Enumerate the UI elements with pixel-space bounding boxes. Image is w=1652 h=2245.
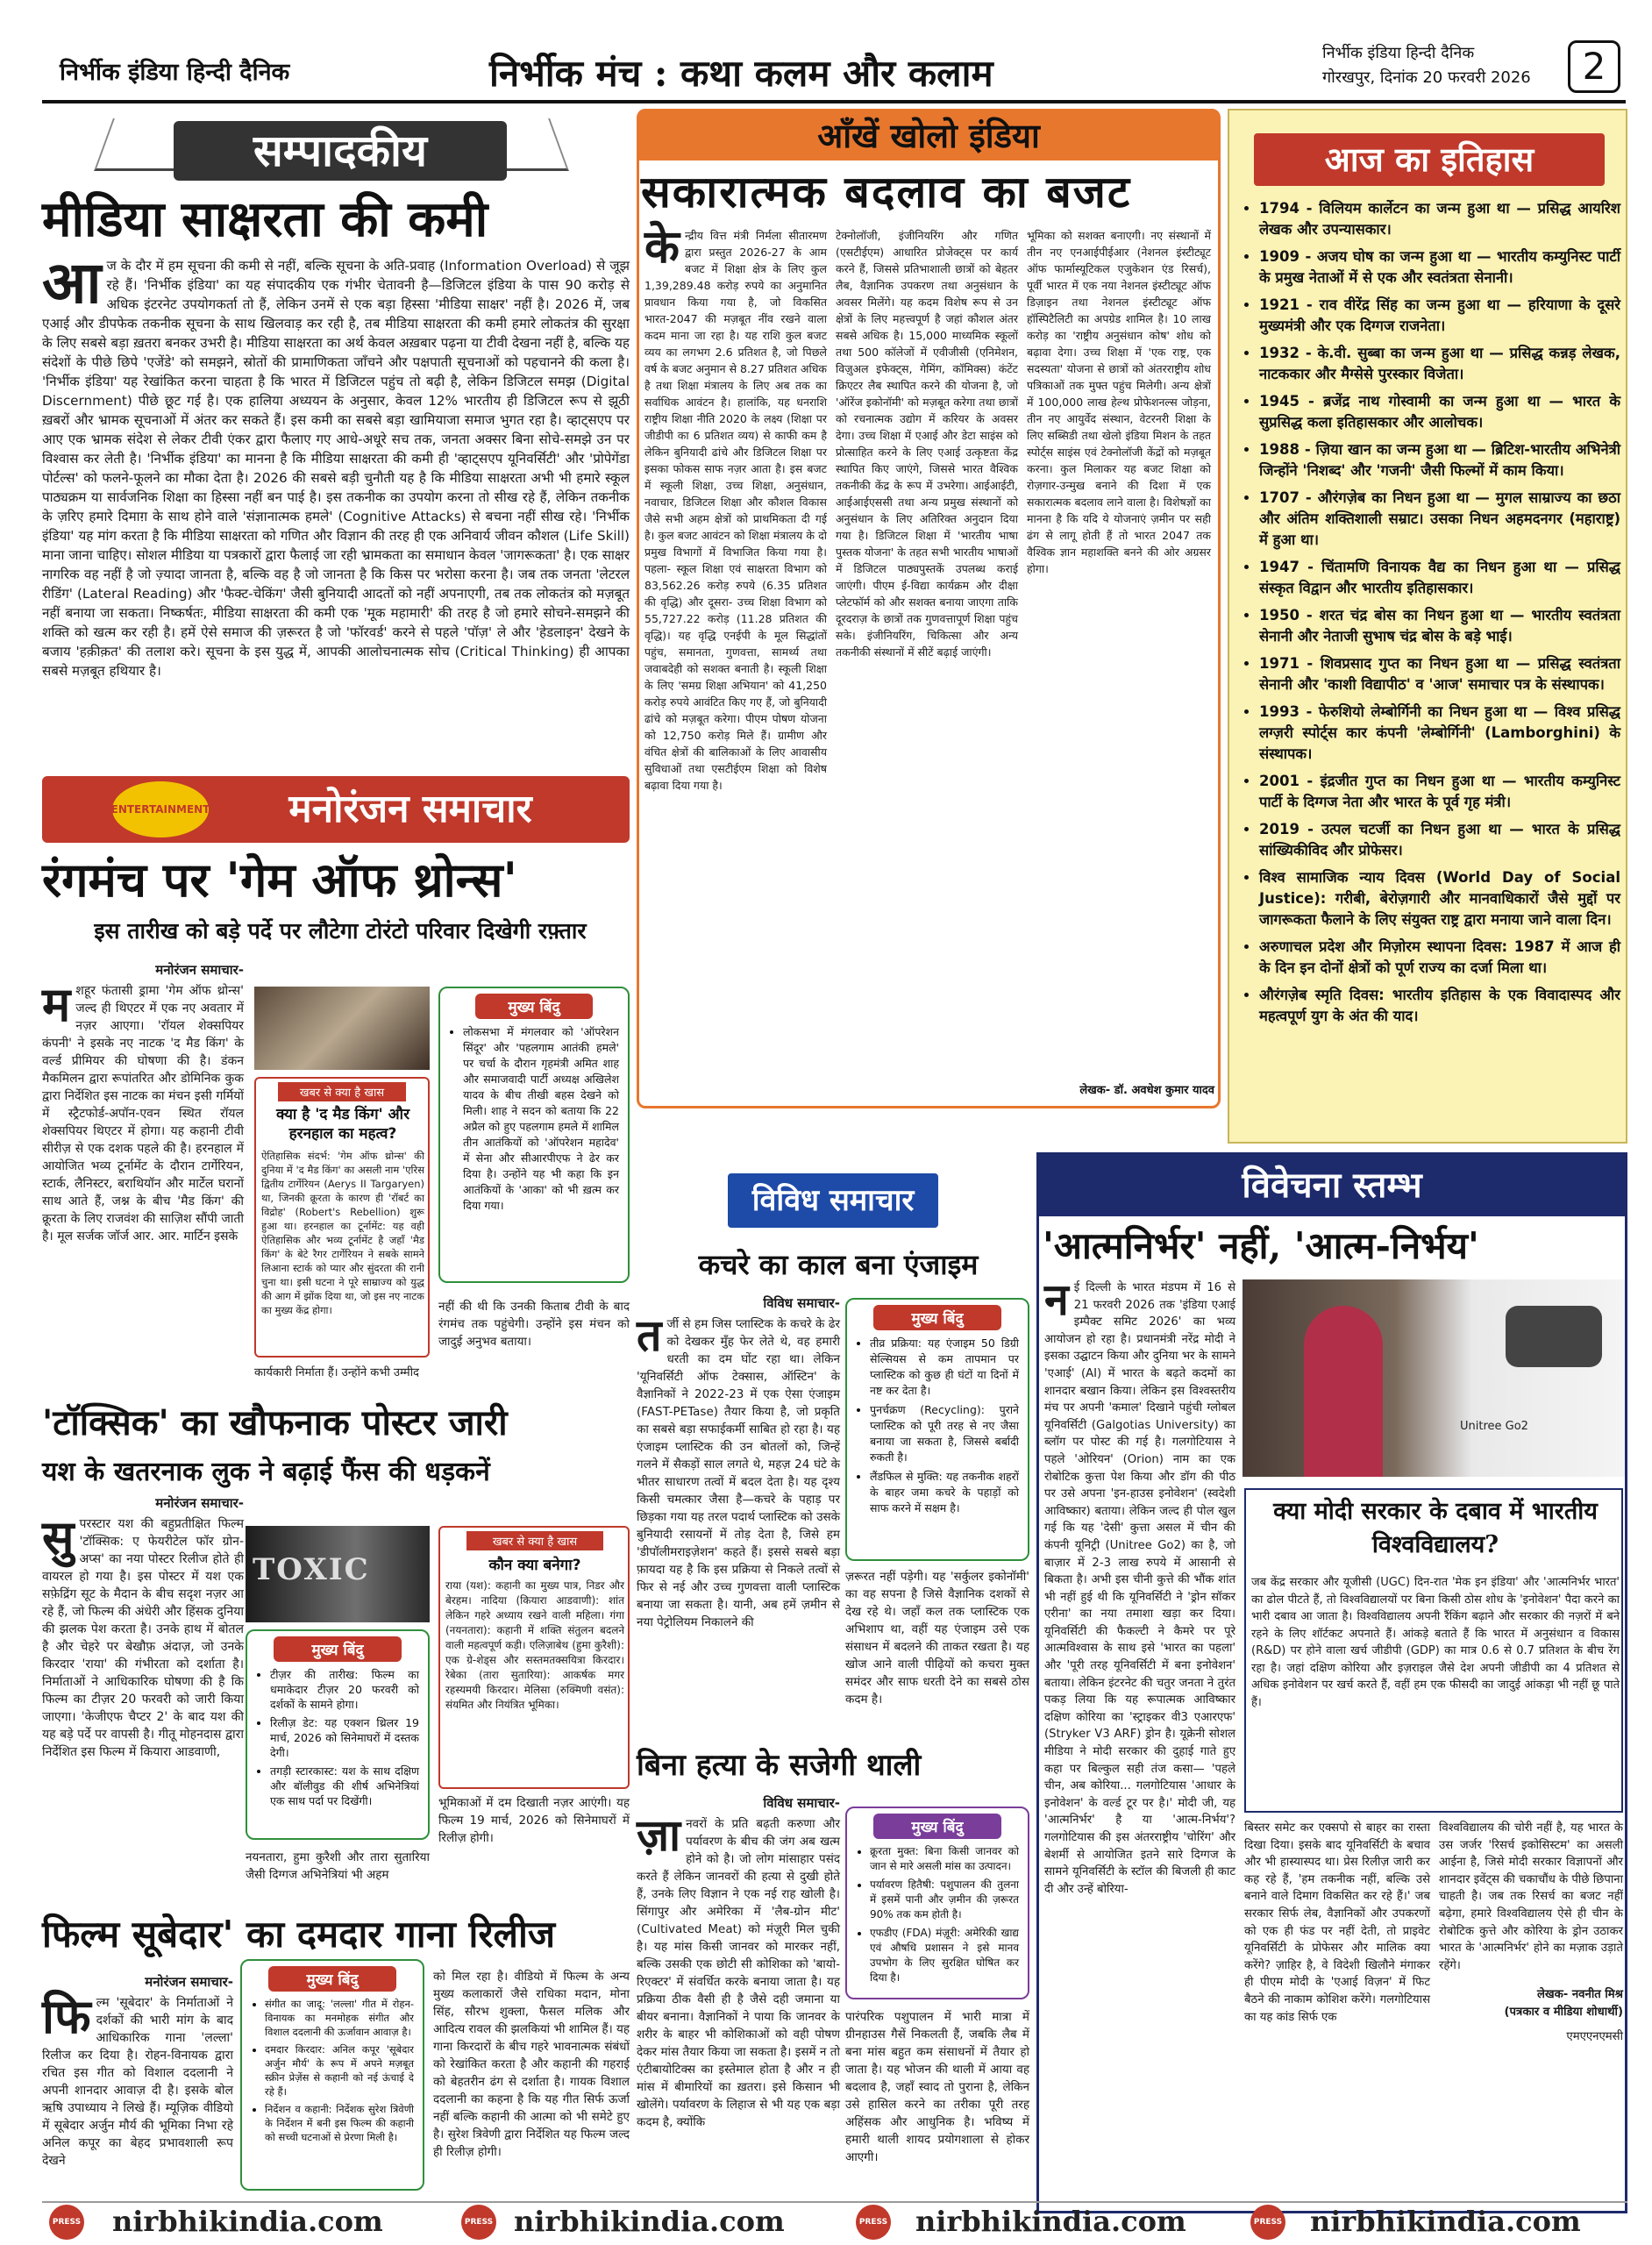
history-item: • 1794 - विलियम कार्लेटन का जन्म हुआ था — प्रसिद्ध आयरिश लेखक और उपन्यासकार। xyxy=(1259,198,1620,240)
main-point: • संगीत का जादू: 'लल्ला' गीत में रोहन-विनायक का मनमोहक संगीत और विशाल ददलानी की ऊर्जावान आवाज़ है। xyxy=(265,1997,414,2039)
editorial-body xyxy=(42,248,630,763)
story-continued: पारंपरिक पशुपालन में भारी मात्रा में ग्रीनहाउस गैसें निकलती हैं, जबकि लैब में बना मांस बहुत कम संसाधनों में तैयार हो जाता है। यह भोजन की थाली में आया वह बदलाव है, जहाँ स्वाद तो पुराना है, लेकिन उसे हासिल करने का तरीका पूरी तरह अहिंसक और आधुनिक है। भविष्य में हमारी थाली शायद प्रयोगशाला से होकर आएगी। xyxy=(845,2010,1029,2164)
main-point: • तगड़ी स्टारकास्ट: यश के साथ दक्षिण और बॉलीवुड की शीर्ष अभिनेत्रियां एक साथ पर्दा पर दिखेंगी। xyxy=(270,1764,419,1808)
unitree-label: Unitree Go2 xyxy=(1460,1420,1528,1433)
editorial-dropcap: आ xyxy=(42,248,102,317)
history-list xyxy=(1240,198,1620,1137)
keyword-body: राया (यश): कहानी का मुख्य पात्र, निडर और बेरहम। नादिया (कियारा आडवाणी): शांत लेकिन गहरे अध्याय रखने वाली महिला। गंगा (नयनतारा): कहानी में शक्ति संतुलन बदलने वाली महत्वपूर्ण कड़ी। एलिज़ाबेथ (हुमा कुरैशी): एक ग्रे-शेड्स और सस्तमतक्सयित्रा किरदार। रेबेका (तारा सुतारिया): आकर्षक मगर रहस्यमयी किरदार। मेलिसा (रुक्मिणी वसंत): संयमित और नियंत्रित भूमिका। xyxy=(445,1579,624,1711)
history-item: • 2019 - उत्पल चटर्जी का निधन हुआ था — भारत के प्रसिद्ध सांख्यिकीविद और प्रोफेसर। xyxy=(1259,819,1620,861)
dropcap: म xyxy=(42,976,71,1032)
author-tag: एमएएनएमसी xyxy=(1566,2029,1623,2043)
page-title: निर्भीक मंच : कथा कलम और कलाम xyxy=(489,52,993,95)
footer-site[interactable]: nirbhikindia.com xyxy=(915,2205,1186,2238)
main-point: • पुनर्चक्रण (Recycling): पुराने प्लास्टिक को पूरी तरह से नए जैसा बनाया जा सकता है, जिससे बर्बादी रुकती है। xyxy=(870,1402,1019,1465)
dropcap: न xyxy=(1044,1273,1069,1325)
vivechana-col-1 xyxy=(1044,1273,1235,2209)
vividh-headline-1: कचरे का काल बना एंजाइम xyxy=(698,1248,979,1281)
keyword-body: ऐतिहासिक संदर्भ: 'गेम ऑफ थ्रोन्स' की दुनिया में 'द मैड किंग' का असली नाम 'एरिस द्वितीय टार्गेरियन (Aerys II Targaryen) था, जिनकी क्रूरता के कारण ही 'रॉबर्ट का विद्रोह' (Robert's Rebellion) शुरू हुआ था। हरनहाल का टूर्नामेंट: यह वही ऐतिहासिक और भव्य टूर्नामेंट है जहाँ 'मैड किंग' के बेटे रैगर टार्गेरियन ने सबके सामने लिआना स्टार्क को प्यार और सुंदरता की रानी चुना था। इसी घटना ने पूरे साम्राज्य को युद्ध की आग में झोंक दिया था, जो इस नए नाटक का मुख्य केंद्र होगा। xyxy=(261,1150,424,1316)
byline: मनोरंजन समाचार- xyxy=(145,1974,233,1990)
story-continued: को मिल रहा है। वीडियो में फिल्म के अन्य मुख्य कलाकारों जैसे राधिका मदान, मोना सिंह, सौरभ शुक्ला, फैसल मलिक और आदित्य रावल की झलकियां भी शामिल हैं। यह गाना किरदारों के बीच गहरे भावनात्मक संबंधों को रेखांकित करता है और कहानी की गहराई को बेहतरीन ढंग से दर्शाता है। गायक विशाल ददलानी का कहना है कि यह गीत सिर्फ ऊर्जा नहीं बल्कि कहानी की आत्मा को भी समेटे हुए है। सुरेश त्रिवेणी द्वारा निर्देशित यह फिल्म जल्द ही रिलीज़ होगी। xyxy=(433,1970,630,2159)
keyword-box-2 xyxy=(438,1526,630,1789)
byline: मनोरंजन समाचार- xyxy=(155,1495,244,1511)
footer-site[interactable]: nirbhikindia.com xyxy=(1310,2205,1581,2238)
author-role: (पत्रकार व मीडिया शोधार्थी) xyxy=(1504,2005,1623,2019)
main-points-box-2 xyxy=(246,1629,430,1840)
story-text: परस्टार यश की बहुप्रतीक्षित फिल्म 'टॉक्सिक: ए फेयरीटेल फॉर ग्रोन-अप्स' का नया पोस्टर रिलीज होते ही वायरल हो गया है। इस पोस्टर में यश एक सफ़ेद्रिंग सूट के मैदान के बीच सदृश नज़र आ रहे हैं, जो फिल्म की अंधेरी और हिंसक दुनिया की झलक पेश करता है। उनके हाथ में बोतल है और चेहरे पर बेखौफ़ अंदाज़, जो उनके किरदार 'राया' की गंभीरता को दर्शाता है। निर्माताओं ने आधिकारिक घोषणा की है कि फिल्म का टीज़र 20 फरवरी को जारी किया जाएगा। 'केजीएफ चैप्टर 2' के बाद यश की यह बड़े पर्दे पर वापसी है। गीतू मोहनदास द्वारा निर्देशित इस फिल्म में कियारा आडवाणी, xyxy=(42,1517,244,1759)
vivechana-section xyxy=(1036,1152,1627,2213)
entertainment-headline-3: फिल्म सूबेदार' का दमदार गाना रिलीज xyxy=(42,1913,556,1956)
main-points-title: मुख्य बिंदु xyxy=(475,994,593,1019)
main-point: • टीज़र की तारीख: फिल्म का धमाकेदार टीज़र 20 फरवरी को दर्शकों के सामने होगा। xyxy=(270,1667,419,1712)
history-item: • 1971 - शिवप्रसाद गुप्त का निधन हुआ था — प्रसिद्ध स्वतंत्रता सेनानी और 'काशी विद्यापीठ' व 'आज' समाचार पत्र के संस्थापक। xyxy=(1259,653,1620,695)
history-item: • 1707 - औरंगज़ेब का निधन हुआ था — मुगल साम्राज्य का छठा और अंतिम शक्तिशाली सम्राट। उसका निधन अहमदनगर (महाराष्ट्र) में हुआ था। xyxy=(1259,488,1620,551)
press-logo: PRESS xyxy=(1250,2205,1285,2240)
entertainment-story-2 xyxy=(42,1489,244,1857)
story-continued: नयनतारा, हुमा कुरैशी और तारा सुतारिया जैसी दिग्गज अभिनेत्रियां भी अहम xyxy=(246,1850,430,1882)
history-item: • औरंगज़ेब स्मृति दिवस: भारतीय इतिहास के एक विवादास्पद और महत्वपूर्ण युग के अंत की याद। xyxy=(1259,985,1620,1027)
press-logo: PRESS xyxy=(49,2205,84,2240)
main-point: • निर्देशन व कहानी: निर्देशक सुरेश त्रिवेणी के निर्देशन में बनी इस फिल्म की कहानी को सच्ची घटनाओं से प्रेरणा मिली है। xyxy=(265,2102,414,2144)
masthead xyxy=(42,35,1626,103)
page-number: 2 xyxy=(1568,40,1620,93)
history-item: • 1947 - चिंतामणि विनायक वैद्य का निधन हुआ था — प्रसिद्ध संस्कृत विद्वान और भारतीय इतिहासकार। xyxy=(1259,557,1620,599)
paper-name-left: निर्भीक इंडिया हिन्दी दैनिक xyxy=(60,59,290,86)
history-item: • 1932 - के.वी. सुब्बा का जन्म हुआ था — प्रसिद्ध कन्नड़ लेखक, नाटककार और मैग्सेसे पुरस्कार विजेता। xyxy=(1259,343,1620,385)
keyword-box-title: खबर से क्या है खास xyxy=(278,1082,406,1101)
got-photo xyxy=(254,987,430,1070)
robot-photo xyxy=(1243,1279,1625,1477)
keyword-box-title: खबर से क्या है खास xyxy=(466,1531,603,1550)
paper-name-right: निर्भीक इंडिया हिन्दी दैनिक xyxy=(1322,44,1475,62)
history-item: • 2001 - इंद्रजीत गुप्त का निधन हुआ था — भारतीय कम्युनिस्ट पार्टी के दिग्गज नेता और भारत के पूर्व गृह मंत्री। xyxy=(1259,771,1620,813)
main-point: • रिलीज़ डेट: यह एक्शन थ्रिलर 19 मार्च, 2026 को सिनेमाघरों में दस्तक देगी। xyxy=(270,1715,419,1760)
vivechana-col-2: बिस्तर समेट कर एक्सपो से बाहर का रास्ता दिखा दिया। इसके बाद यूनिवर्सिटी के बचाव और भी हास्यास्पद था। प्रेस रिलीज़ जारी कर कह रहे हैं, 'हम तकनीक नहीं, बल्कि उसे बनाने वाले दिमाग विकसित कर रहे हैं।' जब सरकार सिर्फ लेब, वैज्ञानिकों और उपकरणों को एक ही फंड पर नहीं देती, तो प्राइवेट यूनिवर्सिटी के प्रोफेसर और मालिक क्या करेंगे? ज़ाहिर है, वे विदेशी खिलौने मंगाकर ही पीएम मोदी के 'एआई विज़न' में फिट बैठने की नाकाम कोशिश करेंगे। गलगोटियास का यह कांड सिर्फ एक xyxy=(1244,1821,1430,2024)
story-continued-2: कार्यकारी निर्माता हैं। उन्होंने कभी उम्मीद xyxy=(254,1366,419,1379)
entertainment-headline-2: 'टॉक्सिक' का खौफनाक पोस्टर जारी xyxy=(42,1402,508,1443)
toxic-title: TOXIC xyxy=(253,1552,370,1587)
history-banner: आज का इतिहास xyxy=(1254,133,1605,186)
question-box xyxy=(1244,1488,1623,1813)
budget-col-2: टेक्नोलॉजी, इंजीनियरिंग और गणित (एसटीईएम) आधारित प्रोजेक्ट्स पर कार्य करने हैं, जिससे प्रतिभाशाली छात्रों को बेहतर लैब, वैज्ञानिक उपकरण तथा अनुसंधान के अवसर मिलेंगे। यह कदम विशेष रूप से उन क्षेत्रों के लिए महत्त्वपूर्ण है जहां कौशल अंतर सबसे अधिक है। 15,000 माध्यमिक स्कूलों तथा 500 कॉलेजों में एवीजीसी (एनिमेशन, विज़ुअल इफेक्ट्स, गेमिंग, कॉमिक्स) कंटेंट क्रिएटर लैब स्थापित करने की योजना है, जो 'ऑरेंज इकोनॉमी' को मज़बूत करेगा तथा छात्रों को रचनात्मक उद्योग में करियर के अवसर देगा। उच्च शिक्षा में एआई और डेटा साइंस को प्रोत्साहित करने के लिए एआई उत्कृष्टता केंद्र स्थापित किए जाएंगे, जिससे भारत वैश्विक तकनीकी केंद्र के रूप में उभरेगा। आईआईटी, आईआईएससी तथा अन्य प्रमुख संस्थानों को अनुसंधान के लिए अतिरिक्त अनुदान दिया गया है। डिजिटल शिक्षा में 'भारतीय भाषा पुस्तक योजना' के तहत सभी भारतीय भाषाओं में डिजिटल पाठ्यपुस्तकें उपलब्ध कराई जाएंगी। पीएम ई-विद्या कार्यक्रम और दीक्षा प्लेटफॉर्म को और सशक्त बनाया जाएगा ताकि दूरदराज़ के छात्रों तक गुणवत्तापूर्ण शिक्षा पहुंच सके। इंजीनियरिंग, चिकित्सा और अन्य तकनीकी संस्थानों में सीटें बढ़ाई जाएंगी। xyxy=(836,229,1018,659)
editorial-text: ज के दौर में हम सूचना की कमी से नहीं, बल्कि सूचना के अति-प्रवाह (Information Overload) से जूझ रहे हैं। 'निर्भीक इंडिया' का यह संपादकीय एक गंभीर चेतावनी है—डिजिटल इंडिया के पास 90 करोड़ से अधिक इंटरनेट उपयोगकर्ता तो हैं, लेकिन उनमें से एक बड़ा हिस्सा 'मीडिया साक्षर' नहीं है। 2026 में, जब एआई और डीपफेक तकनीक सूचना के साथ खिलवाड़ कर रही है, तब मीडिया साक्षरता की कमी हमारे लोकतंत्र की सुरक्षा के लिए सबसे बड़ा ख़तरा बनकर उभरी है। मीडिया साक्षरता का अर्थ केवल अख़बार पढ़ना या टीवी देखना नहीं है, बल्कि यह संदेशों के पीछे छिपे 'एजेंडे' को समझने, स्रोतों की प्रामाणिकता जाँचने और पक्षपाती सूचनाओं को पहचानने की कला है। 'निर्भीक इंडिया' यह रेखांकित करना चाहता है कि भारत में डिजिटल पहुंच तो बढ़ी है, लेकिन डिजिटल समझ (Digital Discernment) पीछे छूट गई है। एक हालिया अध्ययन के अनुसार, केवल 12% भारतीय ही डिजिटल रूप से झूठी ख़बरों और भ्रामक सूचनाओं में अंतर कर सकते हैं। इस कमी का सबसे बड़ा खामियाजा समाज भुगत रहा है। व्हाट्सएप पर आए एक भ्रामक संदेश से लेकर टीवी एंकर द्वारा फैलाए गए आधे-अधूरे सच तक, जनता अक्सर बिना सोचे-समझे उन पर विश्वास कर लेती है। 'निर्भीक इंडिया' का मानना है कि मीडिया साक्षरता की कमी ही 'व्हाट्सएप यूनिवर्सिटी' और 'प्रोपेगेंडा पोर्टल्स' को फलने-फूलने का मौका देता है। 2026 की सबसे बड़ी चुनौती यह है कि मीडिया साक्षरता अभी भी हमारे स्कूल पाठ्यक्रम या सार्वजनिक शिक्षा का हिस्सा नहीं बन पाई है। इस तकनीक का उपयोग करना तो सीख रहे हैं, लेकिन तकनीक के ज़रिए हमारे दिमाग़ के साथ होने वाले 'संज्ञानात्मक हमले' (Cognitive Attacks) से बचना नहीं सीख रहे। 'निर्भीक इंडिया' यह मांग करता है कि मीडिया साक्षरता को गणित और विज्ञान की तरह ही एक अनिवार्य जीवन कौशल (Life Skill) माना जाना चाहिए। सोशल मीडिया या पत्रकारों द्वारा फैलाई जा रही भ्रामकता का समाधान केवल 'जागरूकता' है। एक साक्षर नागरिक वह नहीं है जो ज़्यादा जानता है, बल्कि वह है जो जानता है कि किस पर भरोसा करना है। जब तक जनता 'लेटरल रीडिंग' (Lateral Reading) और 'फैक्ट-चेकिंग' जैसी बुनियादी आदतों को नहीं अपनाएगी, तब तक लोकतंत्र को मज़बूत नहीं बनाया जा सकता। निष्कर्षतः, मीडिया साक्षरता की कमी एक 'मूक महामारी' की तरह है जो हमारे सोचने-समझने की शक्ति को खत्म कर रही है। हमें ऐसे समाज की ज़रूरत है जो 'फॉरवर्ड' करने से पहले 'पॉज़' ले और 'हेडलाइन' देखने के बजाय 'हक़ीक़त' की तलाश करे। सूचना के इस युद्ध में, आपकी आलोचनात्मक सोच (Critical Thinking) ही आपका सबसे मज़बूत हथियार है। xyxy=(42,258,630,679)
main-points-list xyxy=(847,1330,1028,1525)
entertainment-headline-1: रंगमंच पर 'गेम ऑफ थ्रोन्स' xyxy=(42,852,518,908)
budget-col-3: भूमिका को सशक्त बनाएगी। नए संस्थानों में तीन नए एनआईपीईआर (नेशनल इंस्टीट्यूट ऑफ फार्मास्यूटिकल एजुकेशन एंड रिसर्च), पूर्वी भारत में एक नया नेशनल इंस्टीट्यूट ऑफ डिज़ाइन तथा नेशनल इंस्टीट्यूट ऑफ हॉस्पिटैलिटी का अपग्रेड शामिल है। 10 लाख करोड़ का 'राष्ट्रीय अनुसंधान कोष' शोध को बढ़ावा देगा। उच्च शिक्षा में 'एक राष्ट्र, एक सदस्यता' योजना से छात्रों को अंतरराष्ट्रीय शोध पत्रिकाओं तक मुफ्त पहुंच मिलेगी। अन्य क्षेत्रों में 100,000 लाख हेल्थ प्रोफेशनल्स जोड़ना, तीन नए आयुर्वेद संस्थान, वेटरनरी शिक्षा के लिए सब्सिडी तथा खेलो इंडिया मिशन के तहत स्पोर्ट्स साइंस एवं टेक्नोलॉजी केंद्रों को मज़बूत करना। कुल मिलाकर यह बजट शिक्षा को रोज़गार-उन्मुख बनाने की दिशा में एक सकारात्मक बदलाव लाने वाला है। विशेषज्ञों का मानना है कि यदि ये योजनाएं ज़मीन पर सही ढंग से लागू होती हैं तो भारत 2047 तक वैश्विक ज्ञान महाशक्ति बनने की ओर अग्रसर होगा। xyxy=(1027,229,1211,575)
main-points-box-3 xyxy=(240,1959,424,2191)
vividh-banner: विविध समाचार xyxy=(728,1173,938,1228)
keyword-box-1 xyxy=(254,1077,430,1358)
story-text: ल्म 'सूबेदार' के निर्माताओं ने दर्शकों की भारी मांग के बाद आधिकारिक गाना 'लल्ला' रिलीज कर दिया है। रोहन-विनायक द्वारा रचित इस गीत को विशाल ददलानी ने अपनी शानदार आवाज़ दी है। इसके बोल ऋषि उपाध्याय ने लिखे हैं। म्यूज़िक वीडियो में सूबेदार अर्जुन मौर्य की भूमिका निभा रहे अनिल कपूर का बेहद प्रभावशाली रूप देखने xyxy=(42,1996,233,2168)
keyword-question: कौन क्या बनेगा? xyxy=(488,1557,581,1574)
entertainment-banner-label: मनोरंजन समाचार xyxy=(288,787,532,831)
dropcap: त xyxy=(637,1309,662,1361)
budget-author: लेखक- डॉ. अवधेश कुमार यादव xyxy=(1079,1084,1214,1097)
vivechana-headline: 'आत्मनिर्भर' नहीं, 'आत्म-निर्भय' xyxy=(1043,1224,1479,1267)
history-item: • 1945 - ब्रजेंद्र नाथ गोस्वामी का जन्म हुआ था — भारत के सुप्रसिद्ध कला इतिहासकार और आलोचक। xyxy=(1259,391,1620,433)
vividh-story-2 xyxy=(637,1789,840,2192)
story-text: नवरों के प्रति बढ़ती करुणा और पर्यावरण के बीच की जंग अब खत्म होने को है। जो लोग मांसाहार पसंद करते हैं लेकिन जानवरों की हत्या से दुखी होते हैं, उनके लिए विज्ञान ने एक नई राह खोली है। सिंगापुर और अमेरिका में 'लैब-ग्रोन मीट' (Cultivated Meat) को मंज़ूरी मिल चुकी है। यह मांस किसी जानवर को मारकर नहीं, बल्कि उसकी एक छोटी सी कोशिका को 'बायो-रिएक्टर' में संवर्धित करके बनाया जाता है। यह प्रक्रिया ठीक वैसी ही है जैसे दही जमाना या बीयर बनाना। वैज्ञानिकों ने पाया कि जानवर के शरीर के बाहर भी कोशिकाओं को वही पोषण देकर मांस तैयार किया जा सकता है। इसमें न तो एंटीबायोटिक्स का इस्तेमाल होता है और न ही मांस में बीमारियों का ख़तरा। इसे किसान भी खोलेंगे। पर्यावरण के लिहाज से भी यह एक बड़ा कदम है, क्योंकि xyxy=(637,1817,840,2129)
main-point: • एफडीए (FDA) मंज़ूरी: अमेरिकी खाद्य एवं औषधि प्रशासन ने इसे मानव उपभोग के लिए सुरक्षित घोषित कर दिया है। xyxy=(870,1926,1019,1985)
history-item: • अरुणाचल प्रदेश और मिज़ोरम स्थापना दिवस: 1987 में आज ही के दिन इन दोनों क्षेत्रों को पूर्ण राज्य का दर्जा मिला था। xyxy=(1259,937,1620,979)
main-points-list xyxy=(847,1839,1028,1994)
story-text: शहूर फंतासी ड्रामा 'गेम ऑफ थ्रोन्स' जल्द ही थिएटर में एक नए अवतार में नज़र आएगा। 'रॉयल शेक्सपियर कंपनी' ने इसके नए नाटक 'द मैड किंग' के वर्ल्ड प्रीमियर की घोषणा की है। डंकन मैकमिलन द्वारा रूपांतरित और डोमिनिक कुक द्वारा निर्देशित इस नाटक का मंचन इसी गर्मियों में स्ट्रैटफोर्ड-अपॉन-एवन स्थित रॉयल शेक्सपियर थिएटर में होगा। यह कहानी टीवी सीरीज़ से एक दशक पहले की है। हरनहाल में आयोजित भव्य टूर्नामेंट के दौरान टार्गेरियन, स्टार्क, लैनिस्टर, बराथियॉन और मार्टेल घरानों साथ आते हैं, जश्न के बीच 'मैड किंग' की क्रूरता के लिए राजवंश की साज़िश सौंपी जाती है। मूल सर्जक जॉर्ज आर. आर. मार्टिन इसके xyxy=(42,984,244,1244)
footer-site[interactable]: nirbhikindia.com xyxy=(112,2205,383,2238)
history-item: • विश्व सामाजिक न्याय दिवस (World Day of Social Justice): गरीबी, बेरोज़गारी और मानवाधिकारों जैसे मुद्दों पर जागरूकता फैलाने के लिए संयुक्त राष्ट्र द्वारा मनाया जाने वाला दिन। xyxy=(1259,867,1620,930)
history-item: • 1921 - राव वीरेंद्र सिंह का जन्म हुआ था — हरियाणा के दूसरे मुख्यमंत्री और एक दिग्गज राजनेता। xyxy=(1259,295,1620,337)
byline: विविध समाचार- xyxy=(763,1795,840,1811)
story-text: विश्वविद्यालय की चोरी नहीं है, यह भारत के उस जर्जर 'रिसर्च इकोसिस्टम' का असली आईना है, जिसे मोदी सरकार विज्ञापनों और शानदार इवेंट्स की चकाचौंध के पीछे छिपाना चाहती है। जब तक रिसर्च का बजट नहीं बढ़ेगा, हमारे विश्वविद्यालय ऐसे ही चीन के रोबोटिक कुत्ते और कोरिया के ड्रोन उठाकर भारत के 'आत्मनिर्भर' होने का मज़ाक उड़ाते रहेंगे। xyxy=(1439,1821,1623,1972)
editorial-section xyxy=(42,114,630,763)
main-points-title: मुख्य बिंदु xyxy=(873,1305,1001,1330)
byline: मनोरंजन समाचार- xyxy=(155,962,244,978)
footer-site[interactable]: nirbhikindia.com xyxy=(514,2205,785,2238)
editorial-headline: मीडिया साक्षरता की कमी xyxy=(42,190,488,248)
main-points-list xyxy=(247,1662,428,1817)
main-point: • दमदार किरदार: अनिल कपूर 'सूबेदार अर्जुन मौर्य' के रूप में अपने मज़बूत स्क्रीन प्रेज़ेंस से कहानी को नई ऊंचाई दे रहे हैं। xyxy=(265,2042,414,2099)
history-item: • 1993 - फेरुशियो लेम्बोर्गिनी का निधन हुआ था — विश्व प्रसिद्ध लग्ज़री स्पोर्ट्स कार कंपनी 'लेम्बोर्गिनी' (Lamborghini) के संस्थापक। xyxy=(1259,702,1620,765)
entertainment-story-1 xyxy=(42,956,244,1368)
main-point: • क्रूरता मुक्त: बिना किसी जानवर को जान से मारे असली मांस का उत्पादन। xyxy=(870,1844,1019,1874)
robot-dog-icon xyxy=(1506,1306,1602,1367)
toxic-poster xyxy=(246,1526,430,1622)
main-point: • तीव्र प्रक्रिया: यह एंजाइम 50 डिग्री सेल्सियस से कम तापमान पर प्लास्टिक को कुछ ही घंटों या दिनों में नष्ट कर देता है। xyxy=(870,1336,1019,1399)
vivechana-col-3 xyxy=(1439,1820,1623,2206)
footer xyxy=(42,2201,1627,2243)
main-points-list xyxy=(242,1992,423,2153)
main-points-list xyxy=(440,1019,628,1222)
budget-headline: सकारात्मक बदलाव का बजट xyxy=(641,166,1132,217)
main-points-title: मुख्य बिंदु xyxy=(873,1814,1001,1839)
entertainment-banner xyxy=(42,776,630,843)
question-headline: क्या मोदी सरकार के दबाव में भारतीय विश्वविद्यालय? xyxy=(1273,1498,1598,1558)
dropcap: सु xyxy=(42,1509,75,1565)
story-text: र्जी से हम जिस प्लास्टिक के कचरे के ढेर को देखकर मुँह फेर लेते थे, वह हमारी धरती का दम घोंट रहा था। लेकिन 'यूनिवर्सिटी ऑफ टेक्सास, ऑस्टिन' के वैज्ञानिकों ने 2022-23 में एक ऐसा एंजाइम (FAST-PETase) तैयार किया है, जो प्रकृति का सबसे बड़ा सफाईकर्मी साबित हो रहा है। यह एंजाइम प्लास्टिक की उन बोतलों को, जिन्हें गलने में सैकड़ों साल लगते थे, महज़ 24 घंटे के भीतर साधारण तत्वों में बदल देता है। यह दृश्य किसी चमत्कार जैसा है—कचरे के पहाड़ पर छिड़का गया यह तरल पदार्थ प्लास्टिक को उसके बुनियादी रसायनों में तोड़ देता है, जिसे हम 'डीपॉलीमराइज़ेशन' कहते हैं। इससे सबसे बड़ा फ़ायदा यह है कि इस प्रक्रिया से निकले तत्वों से फिर से नई और उच्च गुणवत्ता वाली प्लास्टिक बनाया जा सकता है। यानी, अब हमें ज़मीन से नया पेट्रोलियम निकालने की xyxy=(637,1317,840,1629)
main-point: • लोकसभा में मंगलवार को 'ऑपरेशन सिंदूर' और 'पहलगाम आतंकी हमले' पर चर्चा के दौरान गृहमंत्री अमित शाह और समाजवादी पार्टी अध्यक्ष अखिलेश यादव के बीच तीखी बहस देखने को मिली। शाह ने सदन को बताया कि 22 अप्रैल को हुए पहलगाम हमले में शामिल तीन आतंकियों को 'ऑपरेशन महादेव' में सेना और सीआरपीएफ ने ढेर कर दिया है। उन्होंने यह भी कहा कि इन आतंकियों के 'आका' को भी ख़त्म कर दिया गया। xyxy=(463,1024,619,1214)
main-points-box-vividh-2 xyxy=(845,1807,1029,1999)
vivechana-banner: विवेचना स्तम्भ xyxy=(1039,1155,1625,1216)
entertainment-sub-2: यश के खतरनाक लुक ने बढ़ाई फैंस की धड़कनें xyxy=(42,1457,490,1487)
author: लेखक- नवनीत मिश्र xyxy=(1536,1988,1623,2002)
vividh-story-1 xyxy=(637,1289,840,1629)
history-section xyxy=(1228,109,1627,1144)
question-body: जब केंद्र सरकार और यूजीसी (UGC) दिन-रात 'मेक इन इंडिया' और 'आत्मनिर्भर भारत' का ढोल पीटते हैं, तो विश्वविद्यालयों पर बिना किसी ठोस शोध के 'इनोवेशन' पैदा करने का भारी दबाव आ जाता है। विश्वविद्यालय अपनी रैंकिंग बढ़ाने और सरकार की नज़रों में बने रहने के लिए शॉर्टकट अपनाते हैं। आंकड़े बताते हैं कि भारत में अनुसंधान व विकास (R&D) पर होने वाला खर्च जीडीपी (GDP) का मात्र 0.6 से 0.7 प्रतिशत के बीच रेंग रहा है। जहां दक्षिण कोरिया और इज़राइल जैसे देश अपनी जीडीपी का 4 प्रतिशत से अधिक इनोवेशन पर खर्च करते हैं, वहीं हम एक फीसदी का जादुई आंकड़ा भी नहीं छू पाते हैं। xyxy=(1251,1576,1620,1709)
budget-section xyxy=(637,109,1221,1108)
reporter-figure xyxy=(1304,1306,1383,1477)
main-point: • पर्यावरण हितैषी: पशुपालन की तुलना में इसमें पानी और ज़मीन की ज़रूरत 90% तक कम होती है। xyxy=(870,1878,1019,1922)
editorial-banner: सम्पादकीय xyxy=(174,121,507,181)
story-continued: नहीं की थी कि उनकी किताब टीवी के बाद रंगमंच तक पहुंचेगी। उन्होंने इस मंचन को जादुई अनुभव बताया। xyxy=(438,1300,630,1349)
press-logo: PRESS xyxy=(856,2205,891,2240)
history-item: • 1950 - शरत चंद्र बोस का निधन हुआ था — भारतीय स्वतंत्रता सेनानी और नेताजी सुभाष चंद्र बोस के बड़े भाई। xyxy=(1259,605,1620,647)
entertainment-story-3 xyxy=(42,1968,233,2185)
byline: विविध समाचार- xyxy=(763,1295,840,1311)
dropcap: ज़ा xyxy=(637,1809,681,1861)
budget-text: न्द्रीय वित्त मंत्री निर्मला सीतारमण द्वारा प्रस्तुत 2026-27 के आम बजट में शिक्षा क्षेत्र के लिए कुल 1,39,289.48 करोड़ रुपये का अनुमानित प्रावधान किया गया है, जो विकसित भारत-2047 की मज़बूत नींव रखने वाला कदम माना जा रहा है। यह राशि कुल बजट व्यय का लगभग 2.6 प्रतिशत है, जो पिछले वर्ष के बजट अनुमान से 8.27 प्रतिशत अधिक है तथा शिक्षा मंत्रालय के लिए अब तक का सर्वाधिक आवंटन है। हालांकि, यह धनराशि राष्ट्रीय शिक्षा नीति 2020 के लक्ष्य (शिक्षा पर जीडीपी का 6 प्रतिशत व्यय) से काफी कम है लेकिन बुनियादी ढांचे और डिजिटल शिक्षा पर इसका फोकस साफ नज़र आता है। इस बजट में स्कूली शिक्षा, उच्च शिक्षा, अनुसंधान, नवाचार, डिजिटल शिक्षा और कौशल विकास जैसे सभी अहम क्षेत्रों को प्राथमिकता दी गई है। कुल बजट आवंटन को शिक्षा मंत्रालय के दो प्रमुख विभागों में विभाजित किया गया है। पहला- स्कूल शिक्षा एवं साक्षरता विभाग को 83,562.26 करोड़ रुपये (6.35 प्रतिशत की वृद्धि) और दूसरा- उच्च शिक्षा विभाग को 55,727.22 करोड़ (11.28 प्रतिशत की वृद्धि)। यह वृद्धि एनईपी के मूल सिद्धांतों पहुंच, समानता, गुणवत्ता, सामर्थ्य तथा जवाबदेही को सशक्त बनाती है। स्कूली शिक्षा के लिए 'समग्र शिक्षा अभियान' को 41,250 करोड़ रुपये आवंटित किए गए हैं, जो बुनियादी ढांचे को मज़बूत करेगा। पीएम पोषण योजना को 12,750 करोड़ मिले हैं। ग्रामीण और वंचित क्षेत्रों की बालिकाओं के लिए आवासीय सुविधाओं तथा एसटीईएम शिक्षा को विशेष बढ़ावा दिया गया है। xyxy=(644,229,827,792)
entertainment-sub-1: इस तारीख को बड़े पर्दे पर लौटेगा टोरंटो परिवार दिखेगी रफ़्तार xyxy=(94,918,587,944)
dropcap: के xyxy=(644,220,680,274)
history-item: • 1909 - अजय घोष का जन्म हुआ था — भारतीय कम्युनिस्ट पार्टी के प्रमुख नेताओं में से एक और स्वतंत्रता सेनानी। xyxy=(1259,246,1620,289)
entertainment-logo: ENTERTAINMENT xyxy=(112,781,209,837)
main-point: • लैंडफिल से मुक्ति: यह तकनीक शहरों के बाहर जमा कचरे के पहाड़ों को साफ करने में सक्षम है। xyxy=(870,1469,1019,1516)
main-points-box-vividh-1 xyxy=(845,1298,1029,1561)
history-item: • 1988 - ज़िया खान का जन्म हुआ था — ब्रिटिश-भारतीय अभिनेत्री जिन्होंने 'निशब्द' और 'गजनी' जैसी फिल्मों में काम किया। xyxy=(1259,439,1620,481)
press-logo: PRESS xyxy=(461,2205,496,2240)
main-points-box-1 xyxy=(438,987,630,1283)
vividh-headline-2: बिना हत्या के सजेगी थाली xyxy=(637,1748,922,1783)
story-continued: ज़रूरत नहीं पड़ेगी। यह 'सर्कुलर इकोनॉमी' का वह सपना है जिसे वैज्ञानिक दशकों से देख रहे थे। जहाँ कल तक प्लास्टिक एक अभिशाप था, वहीं यह एंजाइम उसे एक संसाधन में बदलने की ताकत रखता है। यह खोज आने वाली पीढ़ियों को कचरा मुक्त समंदर और साफ धरती देने का सबसे ठोस कदम है। xyxy=(845,1570,1029,1707)
main-points-title: मुख्य बिंदु xyxy=(268,1966,396,1992)
dateline: गोरखपुर, दिनांक 20 फरवरी 2026 xyxy=(1322,68,1531,87)
budget-col-1 xyxy=(644,220,827,1104)
story-continued-2: भूमिकाओं में दम दिखाती नज़र आएंगी। यह फिल्म 19 मार्च, 2026 को सिनेमाघरों में रिलीज़ होगी। xyxy=(438,1796,630,1845)
dropcap: फि xyxy=(42,1988,91,2044)
keyword-question: क्या है 'द मैड किंग' और हरनहाल का महत्व? xyxy=(275,1106,410,1143)
main-points-title: मुख्य बिंदु xyxy=(274,1636,402,1662)
story-text: ई दिल्ली के भारत मंडपम में 16 से 21 फरवरी 2026 तक 'इंडिया एआई इम्पैक्ट समिट 2026' का भव्य आयोजन हो रहा है। प्रधानमंत्री नरेंद्र मोदी ने इसका उद्घाटन किया और दुनिया भर के सामने 'एआई' (AI) में भारत के बढ़ते कदमों का शानदार बखान किया। लेकिन इस विश्वस्तरीय मंच पर अपनी 'कमाल' दिखाने पहुंची ग्लोबल यूनिवर्सिटी (Galgotias University) का ब्लॉग पर पोस्ट की गई है। गलगोटियास ने पहले 'ओरियन' (Orion) नाम का एक रोबोटिक कुत्ता पेश किया और डॉग की पीठ पर उसे अपना 'इन-हाउस इनोवेशन' (स्वदेशी आविष्कार) बताया। लेकिन जल्द ही पोल खुल गई कि यह 'देसी' कुत्ता असल में चीन की कंपनी यूनिट्री (Unitree Go2) का है, जो बाज़ार में 2-3 लाख रुपये में आसानी से बिकता है। अभी इस चीनी कुत्ते की भौंक शांत भी नहीं हुई थी कि यूनिवर्सिटी ने 'ड्रोन सॉकर एरीना' का नया तमाशा खड़ा कर दिया। यूनिवर्सिटी की फैकल्टी ने कैमरे पर पूरे आत्मविश्वास के साथ इसे 'भारत का पहला' और 'पूरी तरह यूनिवर्सिटी में बना इनोवेशन' बताया। लेकिन इंटरनेट की चतुर जनता ने तुरंत पकड़ लिया कि यह रूपात्मक आविष्कार दक्षिण कोरिया का 'स्ट्राइकर वी3 एआरएफ' (Stryker V3 ARF) ड्रोन है। यूक्रेनी सोशल मीडिया ने मोदी सरकार की दुहाई गाते हुए कहा पर बिल्कुल सही तंज कसा— 'पहले चीन, अब कोरिया... गलगोटियास 'आधार के इनोवेशन' के वर्ल्ड टूर पर है।' मोदी जी, यह 'आत्मनिर्भर' है या 'आत्म-निर्भय'? गलगोटियास की इस अंतरराष्ट्रीय 'चोरिंग' और बेशर्मी से आयोजित इतने सारे दिग्गज के सामने यूनिवर्सिटी के स्टॉल की बिजली ही काट दी और उन्हें बोरिया- xyxy=(1044,1281,1235,1896)
budget-banner: आँखें खोलो इंडिया xyxy=(639,111,1218,160)
